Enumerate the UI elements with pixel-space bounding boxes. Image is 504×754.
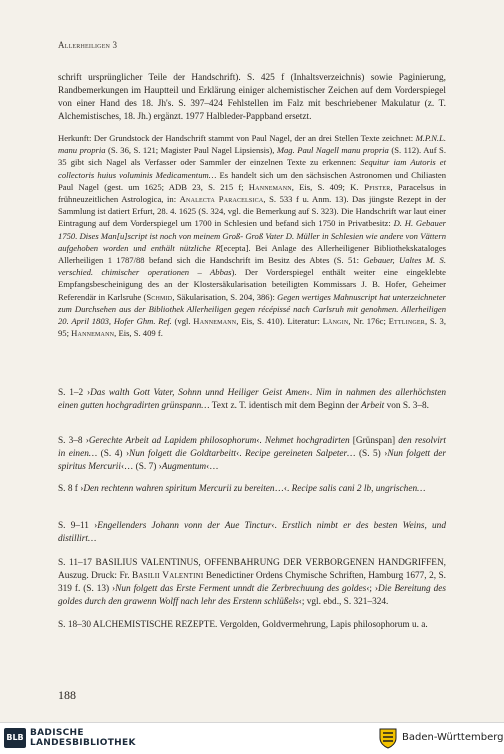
entry-s9-11: S. 9–11 ›Engellenders Johann vonn der Aue Tinctur‹. Erstlich nimbt er des besten Weins, und distillirt…: [58, 521, 446, 544]
entry-s8: S. 8 f ›Den rechtenn wahren spiritum Mercurii zu bereiten…‹. Recipe salis cani 2 lb, ungrischen…: [58, 484, 426, 494]
blb-logo[interactable]: BLB: [4, 728, 26, 748]
page-number: 188: [58, 688, 76, 702]
entry-s18-30: S. 18–30 ALCHEMISTISCHE REZEPTE. Vergolden, Goldvermehrung, Lapis philosophorum u. a.: [58, 620, 428, 630]
running-header: Allerheiligen 3: [58, 40, 118, 50]
coat-of-arms-icon: [379, 727, 397, 749]
entry-s11-17: S. 11–17 BASILIUS VALENTINUS, OFFENBAHRUNG DER VERBORGENEN HANDGRIFFEN, Auszug. Druck: Fr. Basilii Valentini Benedictiner Ordens Chymische Schriften, Hamburg 1677, 2, S. 319 f. (S. 13) ›Nun folgett das Erste Ferment unndt die Zerbrechuung des goldes‹; ›Die Bereitung des goldes durch den grawenn Wolff nach lehr des Erstenn schlüßels‹; vgl. ebd., S. 321–324.: [58, 558, 446, 607]
paragraph-provenance: Herkunft: Der Grundstock der Handschrift stammt von Paul Nagel, der an drei Stellen Texte zeichnet: M.P.N.L. manu propria (S. 36, S. 121; Magister Paul Nagel Lipsiensis), Mag. Paul Nagell manu propria (S. 112). Auf S. 35 gibt sich Nagel als Verfasser oder Sammler der einzelnen Texte zu erkennen: Sequitur iam Autoris et collectoris huius voluminis Medicamentum… Es handelt sich um den sächsischen Astronomen und Chiliasten Paul Nagel (gest. um 1625; ADB 23, S. 215 f; Hannemann, Eis, S. 409; K. Pfister, Paracelsus in frühneuzeitlichen Astrologica, in: Analecta Paracelsica, S. 533 f u. Anm. 13). Das jüngste Rezept in der Sammlung ist datiert Erfurt, 28. 4. 1625 (S. 324, vgl. die Bemerkung auf S. 323). Die Handschrift war laut einer Eintragung auf dem Vorderspiegel um 1700 in Schlesien und befand sich 1750 in Privatbesitz: D. H. Gebauer 1750. Dises Man[u]script ist noch von meinem Groß- Groß Vater D. Müller in Schlesien wie andere von Vättern aufgehoben worden und enthält nützliche R[ecepta]. Bei Anlage des Allerheiligener Bibliothekskataloges Allerheiligen 1 1787/88 befand sich die Handschrift im Besitz des Abtes (S. 51: Gebauer, Ualtes M. S. verschied. chimischer operationen – Abbas). Der Vorderspiegel enthält weiter eine eingeklebte Empfangsbescheinigung des an der Klostersäkularisation beteiligten Kommissars J. B. Hofer, Geheimer Referendär in Karlsruhe (Schmid, Säkularisation, S. 204, 386): Gegen wertiges Mahnuscript hat unterzeichneter zum Durchsehen aus der Bibliothek Allerheiligen gegen récépissé nach Carlsruh mit genohmen. Allerheiligen 20. April 1803, Hofer Ghm. Ref. (vgl. Hannemann, Eis, S. 410). Literatur: Längin, Nr. 176c; Ettlinger, S. 3, 95; Hannemann, Eis, S. 409 f.: [58, 133, 447, 339]
entry-s1-2: S. 1–2 ›Das walth Gott Vater, Sohnn unnd Heiliger Geist Amen‹. Nim in nahmen des allerhöchsten einen gutten hochgradirten grünspann… Text z. T. identisch mit dem Beginn der Arbeit von S. 3–8.: [58, 388, 446, 411]
blb-wordmark[interactable]: BADISCHE LANDESBIBLIOTHEK: [30, 728, 136, 748]
footer-bar: [0, 722, 504, 754]
baden-wuerttemberg-wordmark[interactable]: Baden-Württemberg: [402, 732, 504, 743]
entry-s3-8: S. 3–8 ›Gerechte Arbeit ad Lapidem philosophorum‹. Nehmet hochgradirten [Grünspan] den resolvirt in einen… (S. 4) ›Nun folgett die Goldtarbeitt‹. Recipe gereineten Salpeter… (S. 5) ›Nun folgett der spiritus Mercurii‹… (S. 7) ›Augmentum‹…: [58, 436, 447, 472]
paragraph-codicology: schrift ursprünglicher Teile der Handschrift). S. 425 f (Inhaltsverzeichnis) sowie Paginierung, Randbemerkungen im Hauptteil und Erklärung einiger alchemistischer Zeichen auf dem Vorderspiegel von einer Hand des 18. Jh's. S. 397–424 Fehlstellen im Falz mit beschriebener Makulatur (z. T. Alchemistisches, 18. Jh.) ergänzt. 1977 Halbleder-Pappband ersetzt.: [58, 73, 446, 122]
